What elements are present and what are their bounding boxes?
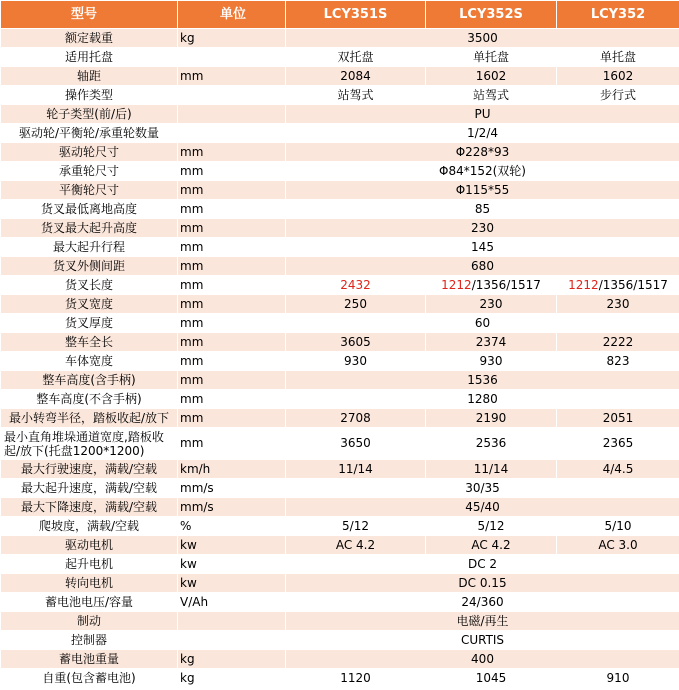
spec-unit: mm (178, 314, 286, 333)
spec-name: 整车高度(不含手柄) (1, 390, 178, 409)
table-row (1, 86, 679, 105)
spec-value: 步行式 (557, 86, 679, 105)
table-row (1, 371, 679, 390)
spec-value: 2190 (426, 409, 557, 428)
table-row (1, 29, 679, 48)
table-row (1, 669, 679, 688)
spec-name: 驱动轮尺寸 (1, 143, 178, 162)
table-row (1, 238, 679, 257)
table-row (1, 276, 679, 295)
spec-value-all-models: DC 0.15 (286, 574, 679, 593)
spec-unit (178, 105, 286, 124)
header-unit-label: 单位 (178, 1, 286, 29)
table-row (1, 48, 679, 67)
spec-name: 最大行驶速度，满载/空载 (1, 460, 178, 479)
table-row (1, 143, 679, 162)
spec-name: 最小转弯半径，踏板收起/放下 (1, 409, 178, 428)
spec-value-all-models: 145 (286, 238, 679, 257)
spec-name: 货叉宽度 (1, 295, 178, 314)
spec-name: 轴距 (1, 67, 178, 86)
spec-value: 930 (286, 352, 426, 371)
header-model-lcy351s: LCY351S (286, 1, 426, 29)
spec-value: 1602 (426, 67, 557, 86)
spec-unit: kw (178, 536, 286, 555)
spec-value: 11/14 (286, 460, 426, 479)
spec-value: 双托盘 (286, 48, 426, 67)
spec-name: 货叉长度 (1, 276, 178, 295)
table-row (1, 517, 679, 536)
header-model-lcy352s: LCY352S (426, 1, 557, 29)
spec-unit: mm (178, 238, 286, 257)
spec-value: 1602 (557, 67, 679, 86)
spec-name: 操作类型 (1, 86, 178, 105)
spec-value-all-models: 1536 (286, 371, 679, 390)
spec-unit: mm (178, 162, 286, 181)
spec-value-all-models: 24/360 (286, 593, 679, 612)
spec-name: 最大起升行程 (1, 238, 178, 257)
spec-value-all-models: 400 (286, 650, 679, 669)
spec-name: 整车全长 (1, 333, 178, 352)
spec-value-all-models: 30/35 (286, 479, 679, 498)
spec-value: 910 (557, 669, 679, 688)
spec-name: 平衡轮尺寸 (1, 181, 178, 200)
spec-name: 起升电机 (1, 555, 178, 574)
spec-unit: % (178, 517, 286, 536)
spec-unit: mm (178, 276, 286, 295)
spec-name: 车体宽度 (1, 352, 178, 371)
table-row (1, 612, 679, 631)
spec-unit: mm (178, 428, 286, 460)
spec-unit: mm/s (178, 498, 286, 517)
spec-name: 货叉厚度 (1, 314, 178, 333)
spec-unit: mm (178, 257, 286, 276)
spec-name: 货叉最低离地高度 (1, 200, 178, 219)
spec-value: 5/10 (557, 517, 679, 536)
table-row (1, 124, 679, 143)
spec-name: 适用托盘 (1, 48, 178, 67)
header-row (1, 1, 679, 29)
spec-unit: mm (178, 67, 286, 86)
spec-unit (178, 631, 286, 650)
spec-name: 蓄电池重量 (1, 650, 178, 669)
spec-value: 230 (557, 295, 679, 314)
spec-value: 1120 (286, 669, 426, 688)
table-row (1, 536, 679, 555)
fork-length-rest: /1356/1517 (598, 277, 668, 292)
spec-unit: kg (178, 669, 286, 688)
spec-value: AC 4.2 (286, 536, 426, 555)
table-row (1, 390, 679, 409)
spec-value: 3650 (286, 428, 426, 460)
spec-value-all-models: Φ228*93 (286, 143, 679, 162)
spec-value: 5/12 (426, 517, 557, 536)
spec-value-all-models: CURTIS (286, 631, 679, 650)
table-row (1, 574, 679, 593)
spec-unit (178, 124, 286, 143)
table-row (1, 105, 679, 124)
spec-value-all-models: 60 (286, 314, 679, 333)
spec-name: 驱动电机 (1, 536, 178, 555)
spec-name: 承重轮尺寸 (1, 162, 178, 181)
spec-name: 自重(包含蓄电池) (1, 669, 178, 688)
spec-value-all-models: 1/2/4 (286, 124, 679, 143)
table-row (1, 314, 679, 333)
spec-value: 2536 (426, 428, 557, 460)
spec-value: 2708 (286, 409, 426, 428)
spec-unit: mm/s (178, 479, 286, 498)
spec-name: 货叉外侧间距 (1, 257, 178, 276)
spec-unit: mm (178, 390, 286, 409)
spec-value: 站驾式 (286, 86, 426, 105)
spec-name: 最大下降速度，满载/空载 (1, 498, 178, 517)
spec-value: 250 (286, 295, 426, 314)
spec-body (1, 29, 679, 688)
spec-value: 2374 (426, 333, 557, 352)
table-row (1, 219, 679, 238)
spec-value: 2222 (557, 333, 679, 352)
spec-value: 4/4.5 (557, 460, 679, 479)
spec-value: AC 3.0 (557, 536, 679, 555)
spec-unit: kw (178, 555, 286, 574)
spec-unit: mm (178, 295, 286, 314)
spec-value (557, 276, 679, 295)
table-row (1, 555, 679, 574)
spec-value-all-models: DC 2 (286, 555, 679, 574)
spec-unit: mm (178, 371, 286, 390)
spec-name: 制动 (1, 612, 178, 631)
table-row (1, 498, 679, 517)
spec-unit: mm (178, 181, 286, 200)
spec-name: 爬坡度，满载/空载 (1, 517, 178, 536)
table-row (1, 650, 679, 669)
spec-name: 最小直角堆垛通道宽度,踏板收起/放下(托盘1200*1200) (1, 428, 178, 460)
spec-name: 转向电机 (1, 574, 178, 593)
spec-name: 整车高度(含手柄) (1, 371, 178, 390)
fork-length-rest: /1356/1517 (471, 277, 541, 292)
table-row (1, 257, 679, 276)
table-row (1, 162, 679, 181)
fork-length-highlight: 2432 (340, 277, 371, 292)
spec-value-all-models: 85 (286, 200, 679, 219)
spec-unit: mm (178, 219, 286, 238)
spec-unit: kw (178, 574, 286, 593)
header-model-label: 型号 (1, 1, 178, 29)
spec-unit: mm (178, 352, 286, 371)
table-row (1, 333, 679, 352)
spec-name: 蓄电池电压/容量 (1, 593, 178, 612)
spec-value: 2084 (286, 67, 426, 86)
spec-unit (178, 48, 286, 67)
table-row (1, 200, 679, 219)
spec-unit: mm (178, 200, 286, 219)
spec-value-all-models: 45/40 (286, 498, 679, 517)
fork-length-highlight: 1212 (441, 277, 472, 292)
spec-unit: V/Ah (178, 593, 286, 612)
spec-unit: mm (178, 409, 286, 428)
spec-value: 2365 (557, 428, 679, 460)
table-row (1, 67, 679, 86)
spec-value: 2051 (557, 409, 679, 428)
spec-unit: km/h (178, 460, 286, 479)
table-row (1, 409, 679, 428)
spec-value: 823 (557, 352, 679, 371)
spec-value: 930 (426, 352, 557, 371)
spec-value: 230 (426, 295, 557, 314)
spec-unit: kg (178, 29, 286, 48)
table-row (1, 460, 679, 479)
spec-unit (178, 612, 286, 631)
spec-name: 驱动轮/平衡轮/承重轮数量 (1, 124, 178, 143)
spec-value (426, 276, 557, 295)
table-row (1, 295, 679, 314)
fork-length-highlight: 1212 (568, 277, 599, 292)
spec-value-all-models: 680 (286, 257, 679, 276)
table-row (1, 181, 679, 200)
table-row (1, 631, 679, 650)
spec-value-all-models: Φ115*55 (286, 181, 679, 200)
spec-name: 货叉最大起升高度 (1, 219, 178, 238)
table-row (1, 593, 679, 612)
spec-value-all-models: Φ84*152(双轮) (286, 162, 679, 181)
spec-unit: kg (178, 650, 286, 669)
header-model-lcy352: LCY352 (557, 1, 679, 29)
spec-value: 5/12 (286, 517, 426, 536)
spec-value-all-models: 电磁/再生 (286, 612, 679, 631)
spec-name: 额定载重 (1, 29, 178, 48)
spec-value-all-models: PU (286, 105, 679, 124)
table-row (1, 352, 679, 371)
spec-value-all-models: 1280 (286, 390, 679, 409)
spec-value: 1045 (426, 669, 557, 688)
spec-value: 单托盘 (557, 48, 679, 67)
spec-value: 11/14 (426, 460, 557, 479)
spec-value: 站驾式 (426, 86, 557, 105)
spec-value-all-models: 230 (286, 219, 679, 238)
table-row (1, 479, 679, 498)
spec-value-all-models: 3500 (286, 29, 679, 48)
spec-name: 轮子类型(前/后) (1, 105, 178, 124)
spec-value: 3605 (286, 333, 426, 352)
spec-unit: mm (178, 143, 286, 162)
table-row (1, 428, 679, 460)
spec-value: 单托盘 (426, 48, 557, 67)
spec-value: AC 4.2 (426, 536, 557, 555)
spec-value (286, 276, 426, 295)
spec-unit: mm (178, 333, 286, 352)
spec-name: 最大起升速度，满载/空载 (1, 479, 178, 498)
spec-name: 控制器 (1, 631, 178, 650)
spec-unit (178, 86, 286, 105)
